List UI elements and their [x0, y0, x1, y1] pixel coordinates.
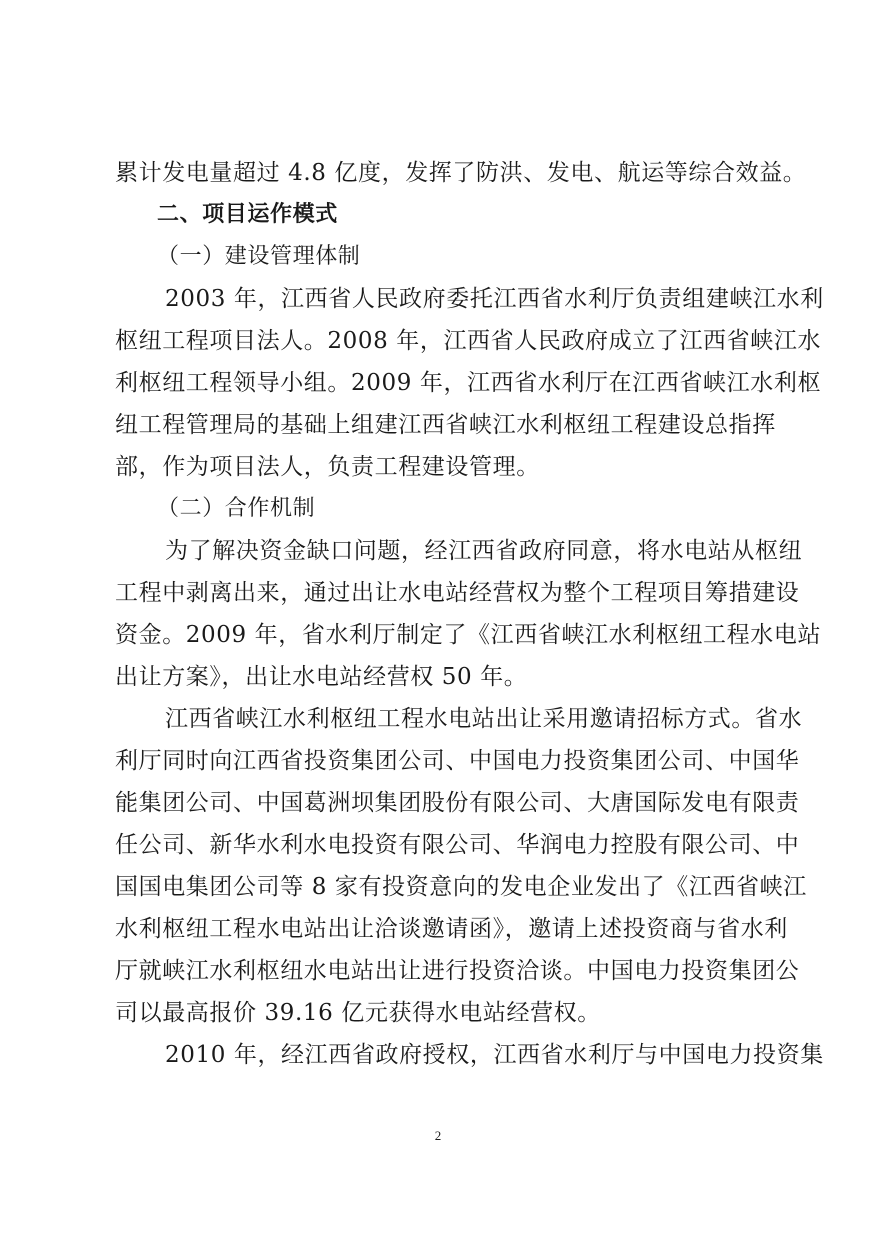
- page-number: 2: [434, 1128, 442, 1143]
- text-line: 国国电集团公司等 8 家有投资意向的发电企业发出了《江西省峡江: [115, 874, 807, 900]
- text-line: 工程中剥离出来，通过出让水电站经营权为整个工程项目筹措建设: [115, 580, 800, 606]
- text-line: 资金。2009 年，省水利厅制定了《江西省峡江水利枢纽工程水电站: [115, 622, 822, 648]
- text-line: 累计发电量超过 4.8 亿度，发挥了防洪、发电、航运等综合效益。: [115, 160, 807, 186]
- text-line: 出让方案》，出让水电站经营权 50 年。: [115, 664, 528, 690]
- text-line: 部，作为项目法人，负责工程建设管理。: [115, 454, 540, 480]
- subsection-heading: （一）建设管理体制: [157, 244, 361, 269]
- document-body: [115, 152, 824, 1076]
- text-line: 江西省峡江水利枢纽工程水电站出让采用邀请招标方式。省水: [165, 706, 803, 732]
- text-line: 水利枢纽工程水电站出让洽谈邀请函》，邀请上述投资商与省水利: [115, 916, 788, 942]
- text-line: 为了解决资金缺口问题，经江西省政府同意，将水电站从枢纽: [165, 538, 803, 564]
- section-heading: 二、项目运作模式: [157, 202, 338, 227]
- text-line: 司以最高报价 39.16 亿元获得水电站经营权。: [115, 1000, 601, 1026]
- text-line: 2003 年，江西省人民政府委托江西省水利厅负责组建峡江水利: [165, 286, 824, 312]
- subsection-heading: （二）合作机制: [157, 496, 316, 521]
- text-line: 枢纽工程项目法人。2008 年，江西省人民政府成立了江西省峡江水: [115, 328, 822, 354]
- text-line: 利厅同时向江西省投资集团公司、中国电力投资集团公司、中国华: [115, 748, 800, 774]
- text-line: 纽工程管理局的基础上组建江西省峡江水利枢纽工程建设总指挥: [115, 412, 776, 438]
- text-line: 2010 年，经江西省政府授权，江西省水利厅与中国电力投资集: [165, 1042, 824, 1068]
- text-line: 能集团公司、中国葛洲坝集团股份有限公司、大唐国际发电有限责: [115, 790, 800, 816]
- text-line: 厅就峡江水利枢纽水电站出让进行投资洽谈。中国电力投资集团公: [115, 958, 800, 984]
- text-line: 任公司、新华水利水电投资有限公司、华润电力控股有限公司、中: [115, 832, 800, 858]
- text-line: 利枢纽工程领导小组。2009 年，江西省水利厅在江西省峡江水利枢: [115, 370, 822, 396]
